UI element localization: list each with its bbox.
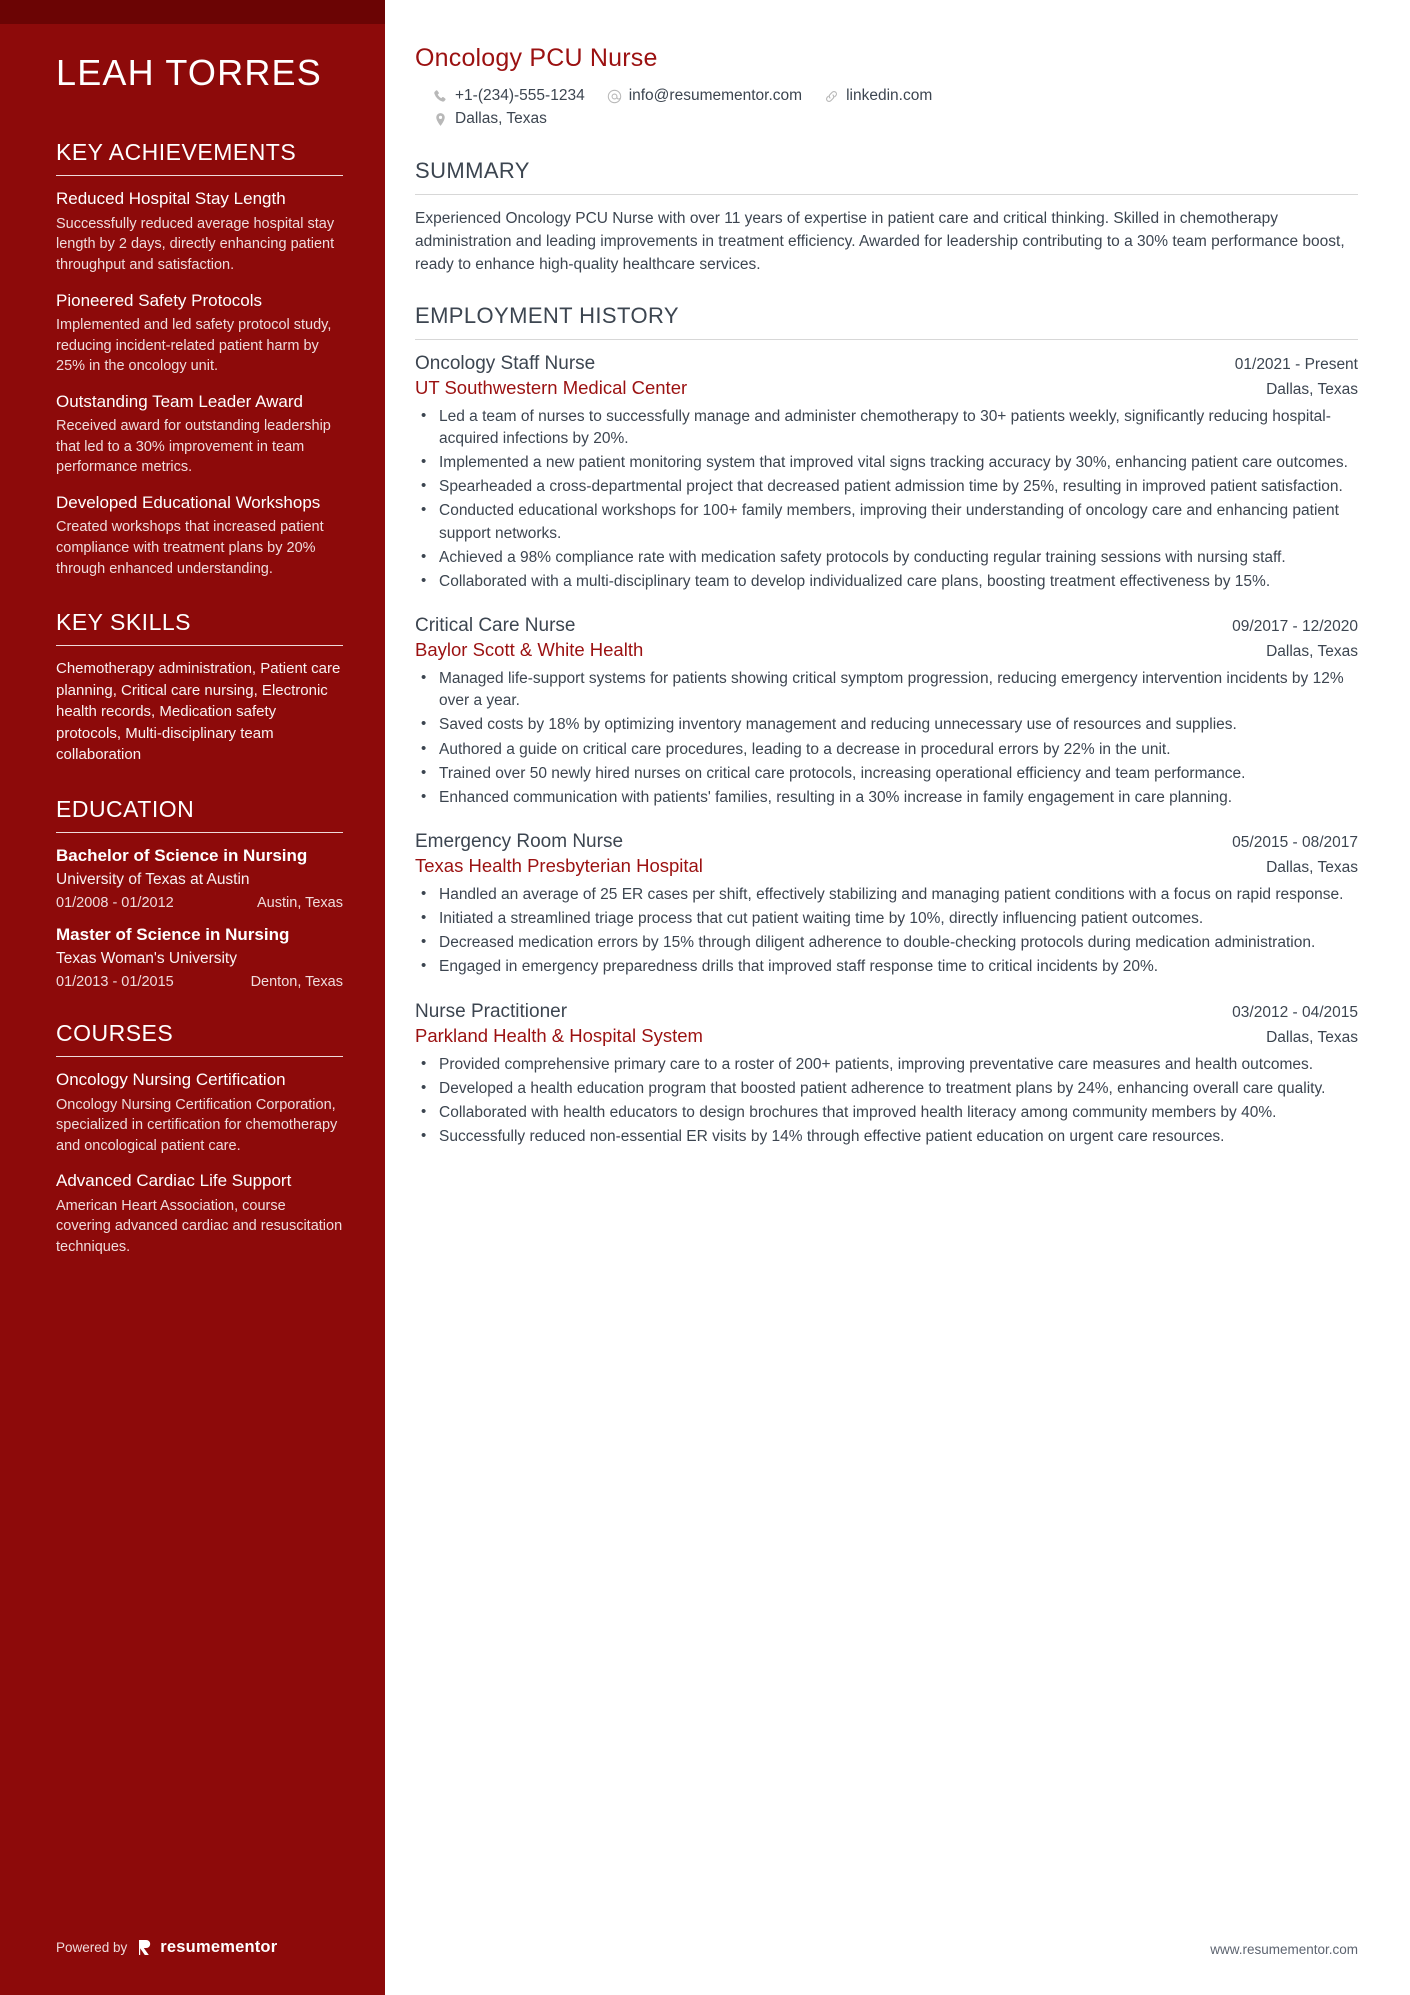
divider [56, 645, 343, 646]
skills-list: Chemotherapy administration, Patient care planning, Critical care nursing, Electronic health records, Medication safety protocols, Multi-disciplinary team collaboration [56, 660, 341, 764]
sidebar-top-strip [0, 0, 385, 24]
job-subheader-row [415, 855, 1358, 877]
achievement-description: Received award for outstanding leadership that led to a 30% improvement in team performance metrics. [56, 418, 331, 476]
section-heading-achievements: KEY ACHIEVEMENTS [56, 139, 297, 166]
job-location: Dallas, Texas [1266, 859, 1358, 876]
contact-location [433, 110, 547, 128]
job-bullet-list [415, 406, 1358, 593]
main-column [385, 0, 1410, 1995]
link-icon [824, 89, 839, 104]
divider [56, 832, 343, 833]
achievement-description: Created workshops that increased patient compliance with treatment plans by 20% through enhanced understanding. [56, 519, 324, 577]
job-bullet: • Collaborated with a multi-disciplinary team to develop individualized care plans, boosting treatment effectiveness by 15%. [415, 571, 1358, 593]
job-company: UT Southwestern Medical Center [415, 376, 688, 398]
job-header-row [415, 831, 1358, 853]
section-summary [415, 158, 1358, 277]
footer-website: www.resumementor.com [1210, 1942, 1358, 1957]
powered-by-label: Powered by [56, 1940, 128, 1955]
section-heading-summary: SUMMARY [415, 158, 530, 183]
job-bullet: • Conducted educational workshops for 100+ family members, improving their understanding of oncology care and enhancing patient support networks. [415, 500, 1358, 544]
job-bullet: • Authored a guide on critical care procedures, leading to a decrease in procedural errors by 22% in the unit. [415, 739, 1358, 761]
job-header-row [415, 353, 1358, 375]
section-courses [56, 1020, 343, 1257]
section-education [56, 796, 343, 990]
divider [56, 175, 343, 176]
job-subheader-row [415, 639, 1358, 661]
contact-block [415, 87, 1358, 128]
course-title: Advanced Cardiac Life Support [56, 1171, 292, 1191]
job-bullet: • Implemented a new patient monitoring system that improved vital signs tracking accuracy by 30%, enhancing patient care outcomes. [415, 452, 1358, 474]
headline-job-title: Oncology PCU Nurse [415, 44, 658, 72]
job-dates: 09/2017 - 12/2020 [1232, 618, 1358, 636]
section-key-achievements [56, 139, 343, 579]
education-entry [56, 924, 343, 990]
job-bullet: • Engaged in emergency preparedness drills that improved staff response time to critical incidents by 20%. [415, 956, 1358, 978]
job-bullet: • Trained over 50 newly hired nurses on critical care protocols, increasing operational efficiency and team performance. [415, 763, 1358, 785]
job-location: Dallas, Texas [1266, 380, 1358, 398]
contact-phone-value: +1-(234)-555-1234 [455, 87, 585, 104]
job-bullet: • Managed life-support systems for patients showing critical symptom progression, reducing emergency intervention incidents by 12% over a year. [415, 668, 1358, 712]
contact-location-value: Dallas, Texas [455, 110, 547, 127]
job-dates: 05/2015 - 08/2017 [1232, 834, 1358, 851]
course-title: Oncology Nursing Certification [56, 1070, 286, 1090]
course-item [56, 1170, 343, 1257]
job-bullet: • Saved costs by 18% by optimizing inventory management and reducing unnecessary use of resources and supplies. [415, 714, 1358, 736]
achievement-item [56, 492, 343, 579]
section-employment-history [415, 303, 1358, 1148]
divider [415, 339, 1358, 340]
section-key-skills [56, 609, 343, 766]
job-bullet-list [415, 668, 1358, 809]
email-at-icon [607, 89, 622, 104]
job-location: Dallas, Texas [1266, 1028, 1358, 1046]
education-location: Austin, Texas [257, 895, 343, 912]
section-heading-courses: COURSES [56, 1020, 174, 1047]
job-location: Dallas, Texas [1266, 643, 1358, 661]
achievement-title: Outstanding Team Leader Award [56, 391, 303, 411]
phone-icon [433, 89, 448, 104]
job-role: Emergency Room Nurse [415, 831, 624, 852]
job-bullet: • Handled an average of 25 ER cases per shift, effectively stabilizing and managing patient conditions with a focus on rapid response. [415, 884, 1358, 906]
section-heading-education: EDUCATION [56, 796, 195, 823]
job-bullet: • Enhanced communication with patients' families, resulting in a 30% increase in family engagement in care planning. [415, 787, 1358, 809]
contact-email[interactable] [607, 87, 802, 105]
job-bullet-list [415, 884, 1358, 979]
divider [415, 194, 1358, 195]
education-degree: Bachelor of Science in Nursing [56, 846, 308, 866]
achievement-title: Developed Educational Workshops [56, 492, 321, 512]
job-bullet-list [415, 1054, 1358, 1149]
achievement-description: Implemented and led safety protocol study, reducing incident-related patient harm by 25% in the oncology unit. [56, 317, 332, 375]
job-bullet: • Spearheaded a cross-departmental project that decreased patient admission time by 25%, resulting in improved patient satisfaction. [415, 476, 1358, 498]
job-subheader-row [415, 377, 1358, 399]
education-school: Texas Woman's University [56, 950, 237, 968]
summary-text: Experienced Oncology PCU Nurse with over 11 years of expertise in patient care and critical thinking. Skilled in chemotherapy administration and leading improvements in treatment efficiency. Awarded for leadership contributing to a 30% team performance boost, ready to enhance high-quality healthcare services. [415, 210, 1345, 273]
candidate-name: LEAH TORRES [56, 52, 322, 93]
job-bullet: • Collaborated with health educators to design brochures that improved health literacy among community members by 40%. [415, 1102, 1358, 1124]
course-description: Oncology Nursing Certification Corporation, specialized in certification for chemotherapy and oncological patient care. [56, 1096, 338, 1154]
contact-row-location [415, 110, 1358, 128]
education-dates: 01/2008 - 01/2012 [56, 895, 174, 912]
job-entry [415, 353, 1358, 593]
job-entry [415, 1001, 1358, 1149]
job-role: Nurse Practitioner [415, 1000, 568, 1022]
education-dates: 01/2013 - 01/2015 [56, 974, 174, 991]
education-entry [56, 845, 343, 911]
sidebar [0, 0, 385, 1995]
education-meta [56, 895, 343, 911]
job-role: Oncology Staff Nurse [415, 352, 596, 374]
achievement-item [56, 290, 343, 377]
education-meta [56, 974, 343, 990]
job-bullet: • Initiated a streamlined triage process that cut patient waiting time by 10%, directly influencing patient outcomes. [415, 908, 1358, 930]
course-description: American Heart Association, course covering advanced cardiac and resuscitation techniques. [56, 1197, 343, 1255]
job-subheader-row [415, 1025, 1358, 1047]
job-header-row [415, 615, 1358, 637]
contact-phone[interactable] [433, 87, 585, 105]
job-bullet: • Successfully reduced non-essential ER visits by 14% through effective patient education on urgent care resources. [415, 1126, 1358, 1148]
sidebar-footer [56, 1938, 277, 1957]
achievement-item [56, 391, 343, 478]
job-company: Parkland Health & Hospital System [415, 1024, 703, 1046]
achievement-item [56, 188, 343, 275]
job-dates: 03/2012 - 04/2015 [1232, 1003, 1358, 1021]
resumementor-wordmark: resumementor [160, 1938, 278, 1956]
achievement-title: Pioneered Safety Protocols [56, 290, 263, 310]
resumementor-mark-icon [137, 1939, 154, 1956]
job-bullet: • Provided comprehensive primary care to a roster of 200+ patients, improving preventative care measures and health outcomes. [415, 1054, 1358, 1076]
job-bullet: • Led a team of nurses to successfully manage and administer chemotherapy to 30+ patients weekly, significantly reducing hospital-acquired infections by 20%. [415, 406, 1358, 450]
job-company: Baylor Scott & White Health [415, 639, 644, 661]
course-item [56, 1069, 343, 1156]
education-location: Denton, Texas [250, 974, 343, 991]
job-bullet: • Achieved a 98% compliance rate with medication safety protocols by conducting regular training sessions with nursing staff. [415, 547, 1358, 569]
section-heading-employment: EMPLOYMENT HISTORY [415, 302, 679, 328]
job-header-row [415, 1001, 1358, 1023]
education-degree: Master of Science in Nursing [56, 925, 290, 945]
resumementor-logo [137, 1938, 277, 1957]
job-role: Critical Care Nurse [415, 615, 576, 637]
job-company: Texas Health Presbyterian Hospital [415, 855, 703, 876]
education-school: University of Texas at Austin [56, 871, 250, 889]
achievement-description: Successfully reduced average hospital stay length by 2 days, directly enhancing patient throughput and satisfaction. [56, 215, 335, 273]
divider [56, 1056, 343, 1057]
job-bullet: • Developed a health education program that boosted patient adherence to treatment plans by 24%, enhancing overall care quality. [415, 1078, 1358, 1100]
job-entry [415, 615, 1358, 809]
job-entry [415, 831, 1358, 979]
location-pin-icon [433, 112, 448, 127]
contact-row-primary [415, 87, 1358, 105]
contact-website[interactable] [824, 87, 932, 105]
contact-email-value: info@resumementor.com [628, 87, 803, 104]
contact-website-value: linkedin.com [846, 87, 933, 104]
job-bullet: • Decreased medication errors by 15% through diligent adherence to double-checking protocols during medication administration. [415, 932, 1358, 954]
achievement-title: Reduced Hospital Stay Length [56, 189, 286, 209]
job-dates: 01/2021 - Present [1234, 355, 1358, 373]
section-heading-skills: KEY SKILLS [56, 609, 191, 636]
